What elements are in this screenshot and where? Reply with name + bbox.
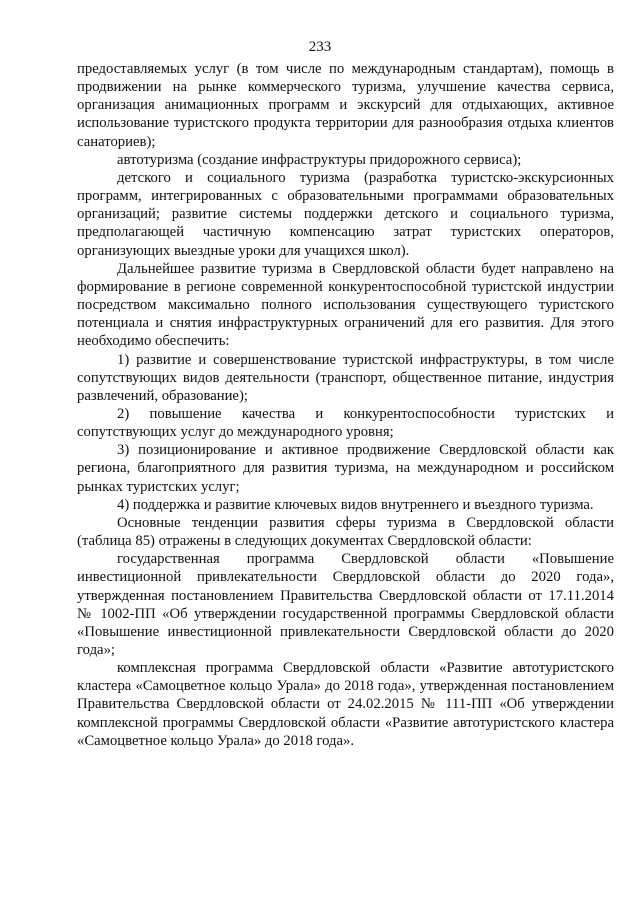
paragraph-services-continuation: предоставляемых услуг (в том числе по международным стандартам), помощь в продвижении на рынке коммерческого туризма, улучшение качества сервиса, организация анимационных программ и экскурсий для отдыхающих, активное использование туристского продукта территории для разнообразия отдыха клиентов санаториев);	[77, 61, 614, 150]
list-item-3: 3) позиционирование и активное продвижение Свердловской области как региона, благоприятного для развития туризма, на международном и российском рынках туристских услуг;	[77, 442, 614, 495]
paragraph-children-social-tourism: детского и социального туризма (разработка туристско-экскурсионных программ, интегрированных с образовательными программами образовательных организаций; развитие системы поддержки детского и социального туризма, предполагающей частичную компенсацию затрат туристских операторов, организующих выездные уроки для учащихся школ).	[77, 169, 614, 259]
paragraph-autotourism: автотуризма (создание инфраструктуры придорожного сервиса);	[117, 151, 522, 168]
document-body	[77, 60, 614, 750]
paragraph-further-development: Дальнейшее развитие туризма в Свердловской области будет направлено на формирование в регионе современной конкурентоспособной туристской индустрии посредством максимально полного использования существующего туристского потенциала и снятия инфраструктурных ограничений для его развития. Для этого необходимо обеспечить:	[77, 260, 614, 350]
page-number: 233	[308, 39, 332, 55]
list-item-2: 2) повышение качества и конкурентоспособности туристских и сопутствующих услуг до международного уровня;	[77, 405, 614, 441]
paragraph-state-program: государственная программа Свердловской области «Повышение инвестиционной привлекательности Свердловской области до 2020 года», утвержденная постановлением Правительства Свердловской области от 17.11.2014 № 1002-ПП «Об утверждении государственной программы Свердловской области «Повышение инвестиционной привлекательности Свердловской области до 2020 года»;	[77, 551, 614, 658]
list-item-1: 1) развитие и совершенствование туристской инфраструктуры, в том числе сопутствующих видов деятельности (транспорт, общественное питание, индустрия развлечений, образование);	[77, 351, 614, 404]
paragraph-complex-program: комплексная программа Свердловской области «Развитие автотуристского кластера «Самоцветное кольцо Урала» до 2018 года», утвержденная постановлением Правительства Свердловской области от 24.02.2015 № 111-ПП «Об утверждении комплексной программы Свердловской области «Развитие автотуристского кластера «Самоцветное кольцо Урала» до 2018 года».	[77, 660, 614, 749]
paragraph-main-trends: Основные тенденции развития сферы туризма в Свердловской области (таблица 85) отражены в следующих документах Свердловской области:	[77, 514, 614, 550]
list-item-4: 4) поддержка и развитие ключевых видов внутреннего и въездного туризма.	[117, 496, 594, 513]
